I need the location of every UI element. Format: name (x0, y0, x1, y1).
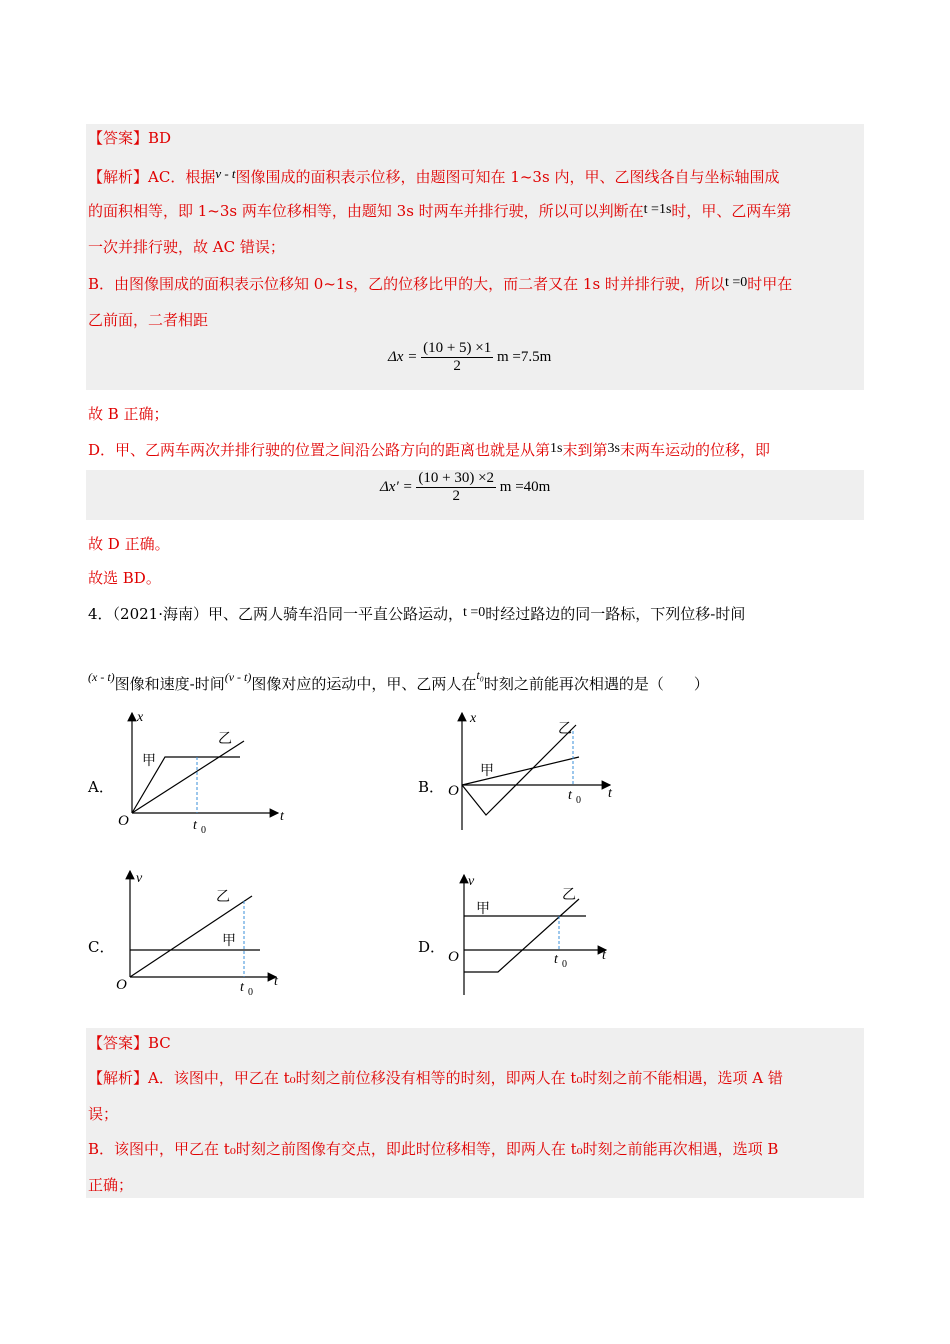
label-t0-sub: 0 (201, 825, 206, 835)
q3-answer: 【答案】BD (88, 129, 172, 147)
q4-analysis-b-1: B．该图中，甲乙在 t₀时刻之前图像有交点，即此时位移相等，即两人在 t₀时刻之前能再次相遇，选项 B (88, 1140, 779, 1158)
answer-box-q4 (86, 1028, 864, 1198)
q3-line-3: 一次并排行驶，故 AC 错误； (88, 238, 285, 256)
label-origin: O (448, 783, 459, 799)
q4-stem-1: 4．（2021·海南）甲、乙两人骑车沿同一平直公路运动，t =0时经过路边的同一路标，下列位移-时间 (88, 605, 746, 623)
label-jia: 甲 (476, 902, 490, 917)
label-t0: t (568, 788, 572, 803)
q3-line-8: 故 D 正确。 (88, 535, 170, 553)
q4-analysis-a-2: 误； (88, 1105, 119, 1123)
option-a-label[interactable]: A． (88, 778, 114, 796)
q4-answer: 【答案】BC (88, 1034, 171, 1052)
label-jia: 甲 (142, 754, 156, 769)
formula-delta-x: Δx = $\frac{(10 + 5) \times 1}{2}$ m =7.5m (388, 340, 552, 374)
formula-delta-x-prime: Δx′ = $\frac{(10 + 30) \times 2}{2}$ m =40m (380, 470, 551, 504)
label-jia: 甲 (480, 764, 494, 779)
label-t0: t (240, 980, 244, 995)
label-v: v (468, 874, 475, 889)
q3-line-7: D．甲、乙两车两次并排行驶的位置之间沿公路方向的距离也就是从第1s末到第3s末两车运动的位移，即 (88, 441, 770, 459)
label-t0-sub: 0 (576, 795, 581, 806)
label-t: t (274, 974, 278, 989)
q4-analysis-a-1: 【解析】A．该图中，甲乙在 t₀时刻之前位移没有相等的时刻，即两人在 t₀时刻之前不能相遇，选项 A 错 (88, 1069, 783, 1087)
label-t0: t (193, 818, 197, 833)
label-x: x (137, 710, 144, 725)
q3-line-1: 【解析】AC．根据v - t图像围成的面积表示位移，由题图可知在 1~3s 内，甲、乙图线各自与坐标轴围成 (88, 166, 780, 186)
label-t0-sub: 0 (248, 987, 253, 998)
q3-line-5: 乙前面，二者相距 (88, 311, 209, 329)
graph-c (110, 865, 300, 1000)
q4-stem-2: $^{(x - t)}$图像和速度-时间$^{(v - t)}$图像对应的运动中，甲、乙两人在$^{t_0}$时刻之前能再次相遇的是（ ） (88, 668, 709, 693)
label-x: x (470, 711, 477, 726)
q3-line-6: 故 B 正确； (88, 405, 169, 423)
q3-line-2: 的面积相等，即 1~3s 两车位移相等，由题知 3s 时两车并排行驶，所以可以判断在t =1s时，甲、乙两车第 (88, 202, 792, 220)
label-t0: t (554, 952, 558, 967)
graph-b (440, 705, 630, 835)
label-t: t (608, 786, 612, 801)
label-origin: O (116, 977, 127, 993)
label-yi: 乙 (558, 722, 572, 737)
label-origin: O (448, 949, 459, 965)
label-yi: 乙 (562, 888, 576, 903)
option-c-label[interactable]: C． (88, 938, 115, 956)
line-yi (132, 741, 244, 813)
label-jia: 甲 (222, 934, 236, 949)
q3-line-4: B．由图像围成的面积表示位移知 0~1s，乙的位移比甲的大，而二者又在 1s 时并排行驶，所以t =0时甲在 (88, 275, 793, 293)
label-t: t (280, 809, 284, 824)
graph-d (440, 865, 630, 1000)
option-b-label[interactable]: B． (418, 778, 445, 796)
label-yi: 乙 (216, 890, 230, 905)
analysis-tag: 【解析】 (88, 168, 149, 186)
option-d-label[interactable]: D． (418, 938, 446, 956)
graph-a (110, 705, 300, 835)
q3-line-9: 故选 BD。 (88, 569, 161, 587)
label-t: t (602, 948, 606, 963)
label-v: v (136, 871, 143, 886)
label-yi: 乙 (218, 732, 232, 747)
q4-analysis-b-2: 正确； (88, 1176, 134, 1194)
label-origin: O (118, 813, 129, 829)
label-t0-sub: 0 (562, 959, 567, 970)
